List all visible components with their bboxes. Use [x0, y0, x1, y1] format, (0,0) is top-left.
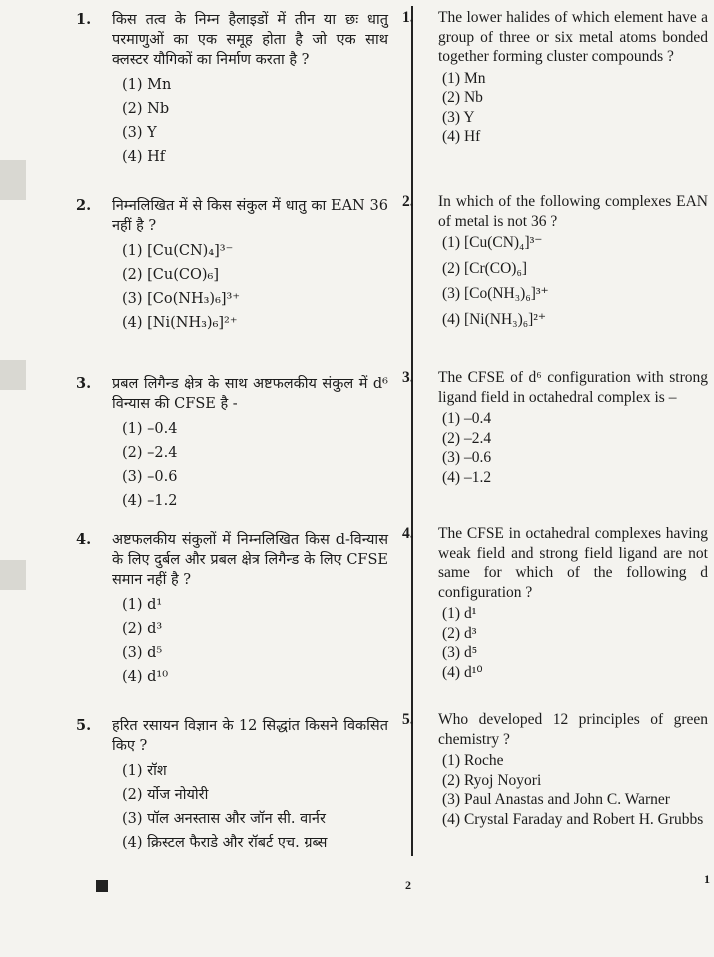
option: (4) [Ni(NH₃)₆]²⁺ [442, 310, 547, 328]
question-text: The CFSE in octahedral complexes having weak field and strong field ligand are not same for which of the following d configuration ? [438, 525, 708, 601]
option: (4) [Ni(NH₃)₆]²⁺ [122, 315, 238, 331]
option: (2) [Cu(CO)₆] [122, 267, 220, 283]
question-number: 2. [402, 193, 414, 210]
question-text: अष्टफलकीय संकुलों में निम्नलिखित किस d-विन्यास के लिए दुर्बल और प्रबल क्षेत्र लिगैन्ड के लिए CFSE समान नहीं है ? [112, 532, 388, 588]
options-list [122, 241, 388, 334]
option: (2) d³ [122, 621, 163, 637]
question-1-english [402, 8, 708, 147]
scan-edge-mark [0, 160, 26, 200]
scan-edge-mark [0, 360, 26, 390]
question-text: निम्नलिखित में से किस संकुल में धातु का EAN 36 नहीं है ? [112, 198, 388, 234]
option: (3) [Co(NH₃)₆]³⁺ [442, 285, 549, 302]
question-number: 2. [76, 197, 92, 214]
option: (1) [Cu(CN)₄]³⁻ [122, 243, 234, 259]
option: (2) Ryoj Noyori [442, 771, 542, 789]
option: (1) –0.4 [442, 410, 492, 427]
option: (4) Hf [442, 128, 481, 145]
option: (1) Roche [442, 752, 504, 769]
option: (2) Nb [122, 101, 170, 117]
question-number: 5. [76, 717, 92, 734]
option: (3) Y [442, 108, 475, 126]
option: (3) –0.6 [442, 449, 492, 466]
option: (3) Y [122, 125, 157, 141]
option: (3) पॉल अनस्तास और जॉन सी. वार्नर [122, 811, 326, 827]
option: (1) d¹ [442, 605, 477, 622]
question-text: हरित रसायन विज्ञान के 12 सिद्धांत किसने विकसित किए ? [112, 718, 388, 754]
options-list [122, 75, 388, 168]
option: (2) Nb [442, 89, 483, 106]
options-list [122, 595, 388, 688]
option: (4) क्रिस्टल फैराडे और रॉबर्ट एच. ग्रब्स [122, 835, 328, 851]
question-number: 3. [402, 369, 414, 386]
question-5-english [402, 710, 708, 829]
question-text: किस तत्व के निम्न हैलाइडों में तीन या छः धातु परमाणुओं का एक समूह होता है जो एक साथ क्लस्टर यौगिकों का निर्माण करता है ? [112, 12, 388, 68]
question-number: 1. [402, 9, 414, 26]
option: (4) Hf [122, 149, 166, 165]
option: (4) Crystal Faraday and Robert H. Grubbs [442, 810, 704, 828]
question-text: The lower halides of which element have a group of three or six metal atoms bonded together forming cluster compounds ? [438, 9, 708, 65]
question-text: प्रबल लिगैन्ड क्षेत्र के साथ अष्टफलकीय संकुल में d⁶ विन्यास की CFSE है - [112, 376, 388, 412]
option: (4) d¹⁰ [122, 669, 169, 685]
question-3-hindi [76, 374, 388, 515]
option: (1) रॉश [122, 763, 167, 779]
option: (4) d¹⁰ [442, 663, 483, 681]
option: (3) Paul Anastas and John C. Warner [442, 791, 670, 808]
option: (1) Mn [122, 77, 172, 93]
scan-edge-mark [0, 560, 26, 590]
option: (3) d⁵ [442, 644, 478, 661]
option: (2) [Cr(CO)₆] [442, 259, 528, 277]
option: (2) र्योज नोयोरी [122, 787, 209, 803]
question-1-hindi [76, 10, 388, 171]
option: (1) Mn [442, 69, 486, 87]
page-number: 2 [405, 878, 411, 892]
options-list [442, 69, 708, 147]
options-list [442, 604, 708, 682]
option: (2) –2.4 [122, 445, 178, 461]
option: (3) d⁵ [122, 645, 163, 661]
option: (3) [Co(NH₃)₆]³⁺ [122, 291, 241, 307]
option: (4) –1.2 [442, 468, 492, 486]
options-list [442, 751, 708, 829]
question-2-hindi [76, 196, 388, 337]
question-text: In which of the following complexes EAN of metal is not 36 ? [438, 193, 708, 230]
question-number: 3. [76, 375, 92, 392]
options-list [122, 419, 388, 512]
question-text: Who developed 12 principles of green chemistry ? [438, 711, 708, 748]
question-number: 5. [402, 711, 414, 728]
option: (2) –2.4 [442, 429, 492, 447]
question-4-hindi [76, 530, 388, 691]
question-number: 1. [76, 11, 92, 28]
question-number: 4. [76, 531, 92, 548]
question-2-english [402, 192, 708, 335]
option: (2) d³ [442, 624, 477, 642]
square-marker-icon [96, 880, 108, 892]
option: (4) –1.2 [122, 493, 178, 509]
question-number: 4. [402, 525, 414, 542]
option: (1) d¹ [122, 597, 163, 613]
question-5-hindi [76, 716, 388, 857]
option: (3) –0.6 [122, 469, 178, 485]
question-3-english [402, 368, 708, 487]
options-list [442, 233, 708, 329]
question-4-english [402, 524, 708, 682]
question-text: The CFSE of d⁶ configuration with strong ligand field in octahedral complex is – [438, 369, 708, 406]
corner-number: 1 [704, 872, 710, 886]
option: (1) [Cu(CN)₄]³⁻ [442, 234, 543, 251]
options-list [442, 409, 708, 487]
options-list [122, 761, 388, 854]
option: (1) –0.4 [122, 421, 178, 437]
